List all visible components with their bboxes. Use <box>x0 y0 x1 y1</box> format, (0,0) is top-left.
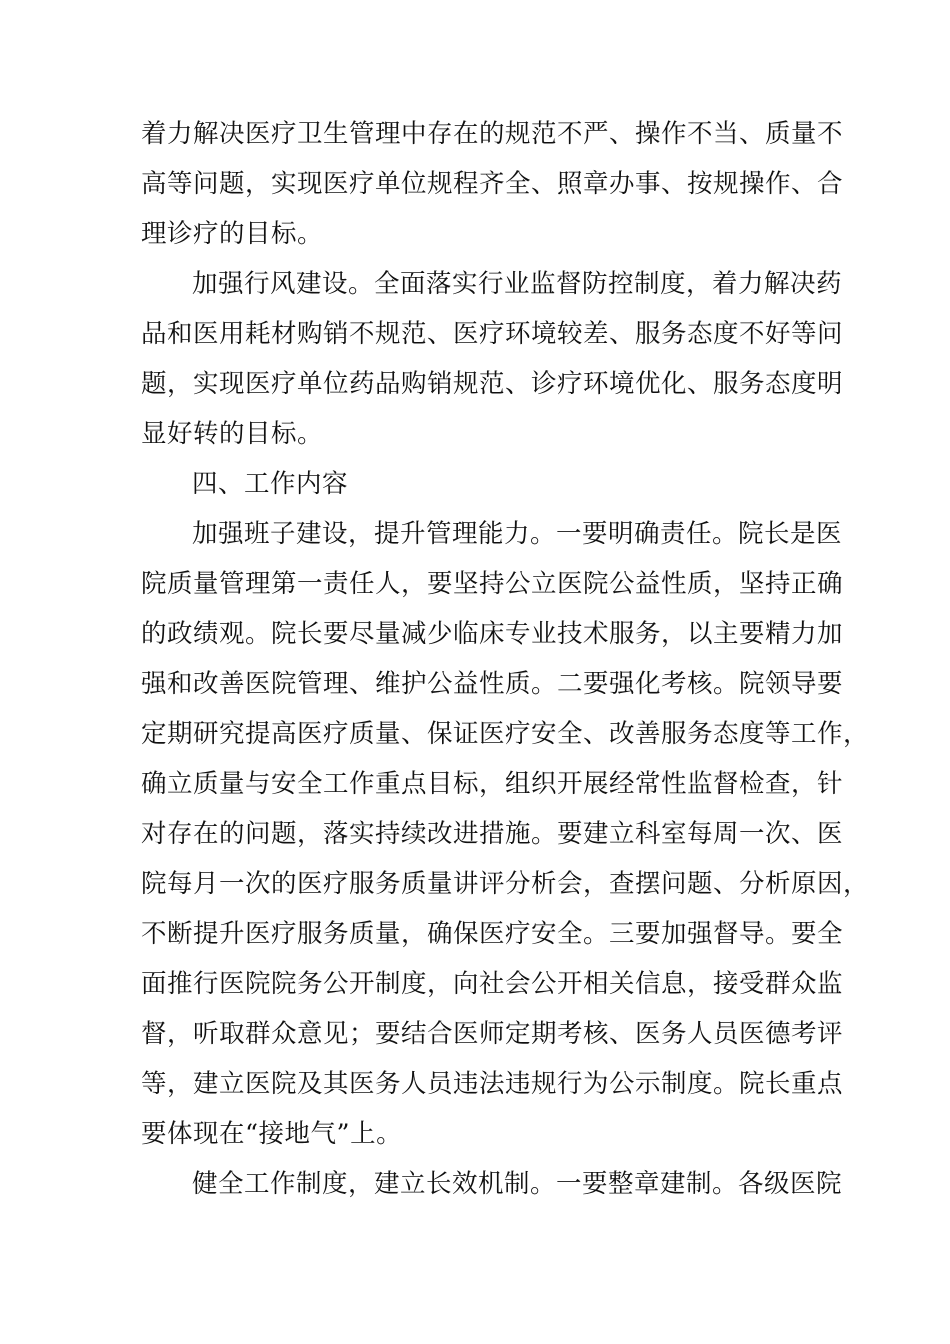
section-heading: 四、工作内容 <box>192 469 349 499</box>
text-line: 不断提升医疗服务质量，确保医疗安全。三要加强督导。要全 <box>141 919 844 949</box>
text-line: 要体现在“接地气”上。 <box>141 1119 403 1149</box>
text-line: 督，听取群众意见；要结合医师定期考核、医务人员医德考评 <box>141 1019 844 1049</box>
text-line: 加强班子建设，提升管理能力。一要明确责任。院长是医 <box>192 519 843 549</box>
text-line: 健全工作制度，建立长效机制。一要整章建制。各级医院 <box>192 1169 843 1199</box>
text-line: 对存在的问题，落实持续改进措施。要建立科室每周一次、医 <box>141 819 844 849</box>
text-line: 的政绩观。院长要尽量减少临床专业技术服务，以主要精力加 <box>141 619 844 649</box>
text-line: 加强行风建设。全面落实行业监督防控制度，着力解决药 <box>192 269 843 299</box>
text-line: 确立质量与安全工作重点目标，组织开展经常性监督检查，针 <box>141 769 844 799</box>
text-line: 题，实现医疗单位药品购销规范、诊疗环境优化、服务态度明 <box>141 369 844 399</box>
text-line: 品和医用耗材购销不规范、医疗环境较差、服务态度不好等问 <box>141 319 844 349</box>
text-line: 院质量管理第一责任人，要坚持公立医院公益性质，坚持正确 <box>141 569 844 599</box>
text-line: 高等问题，实现医疗单位规程齐全、照章办事、按规操作、合 <box>141 169 844 199</box>
text-line: 着力解决医疗卫生管理中存在的规范不严、操作不当、质量不 <box>141 119 844 149</box>
text-line: 定期研究提高医疗质量、保证医疗安全、改善服务态度等工作， <box>141 719 870 749</box>
text-line: 面推行医院院务公开制度，向社会公开相关信息，接受群众监 <box>141 969 844 999</box>
text-line: 院每月一次的医疗服务质量讲评分析会，查摆问题、分析原因， <box>141 869 870 899</box>
text-line: 强和改善医院管理、维护公益性质。二要强化考核。院领导要 <box>141 669 844 699</box>
text-line: 显好转的目标。 <box>141 419 324 449</box>
text-line: 理诊疗的目标。 <box>141 219 324 249</box>
text-line: 等，建立医院及其医务人员违法违规行为公示制度。院长重点 <box>141 1069 844 1099</box>
